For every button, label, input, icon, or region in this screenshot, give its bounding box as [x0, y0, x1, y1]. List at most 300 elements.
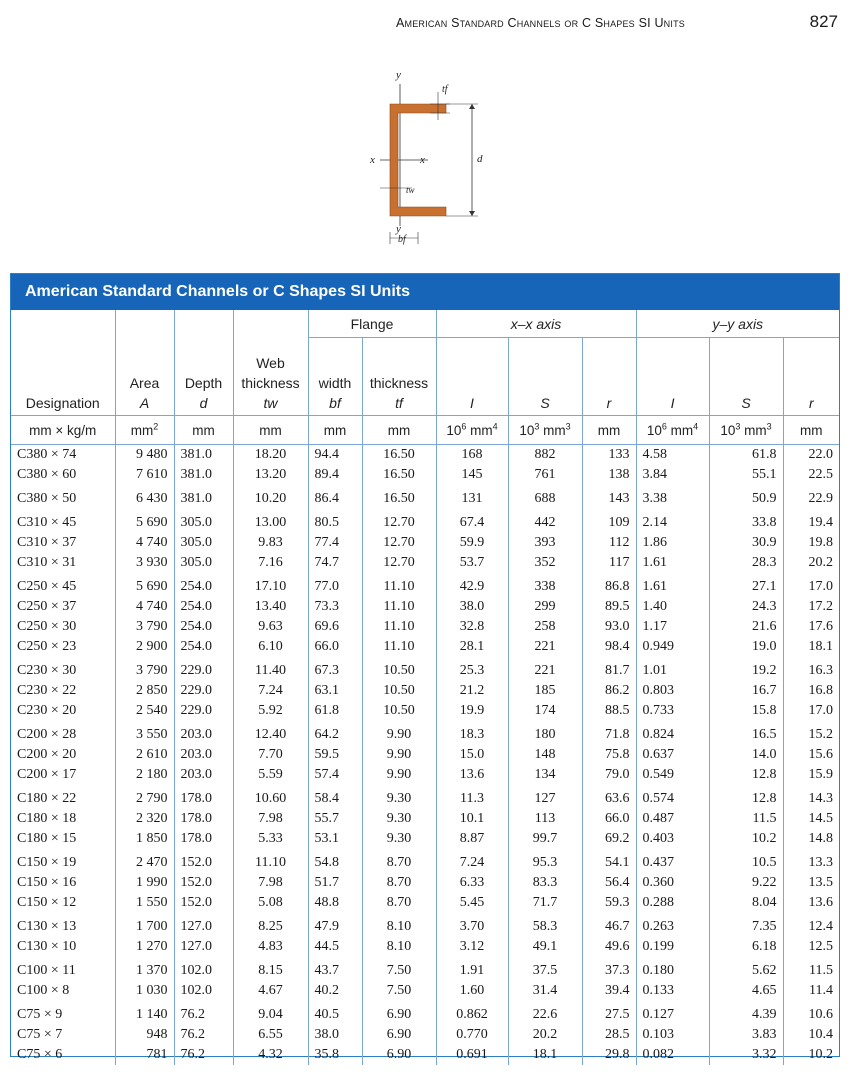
cell: 77.0: [308, 573, 362, 597]
cell: 31.4: [508, 981, 582, 1001]
cell: 14.3: [808, 791, 834, 806]
cell: C150 × 12: [11, 893, 115, 913]
cell: 48.8: [308, 893, 362, 913]
cell: 10.2: [808, 1047, 834, 1062]
cell: C180 × 15: [11, 829, 115, 849]
cell: C380 × 74: [11, 445, 115, 466]
cell: C250 × 45: [11, 573, 115, 597]
cell: 75.8: [582, 745, 636, 765]
cell: 9 480: [115, 445, 174, 466]
cell: 9.63: [233, 617, 308, 637]
unit-7: $10^3$ $mm^3$: [508, 416, 582, 445]
cell: 49.1: [508, 937, 582, 957]
cell: 8.70: [362, 893, 436, 913]
cell: 0.824: [636, 721, 709, 745]
cell: 8.70: [362, 849, 436, 873]
cell: 86.8: [582, 573, 636, 597]
cell: 18.20: [233, 445, 308, 466]
cell: 30.9: [709, 533, 783, 553]
cell: 8.04: [709, 893, 783, 913]
cell: 54.1: [582, 849, 636, 873]
cell: C130 × 10: [11, 937, 115, 957]
th-flange-width: width bf: [308, 338, 362, 416]
cell: 3.32: [709, 1045, 783, 1065]
cell: 16.50: [362, 485, 436, 509]
cell: 43.7: [308, 957, 362, 981]
cell: 10.20: [233, 485, 308, 509]
cell: 9.90: [362, 745, 436, 765]
cell: C180 × 18: [11, 809, 115, 829]
cell: 10.50: [362, 657, 436, 681]
table-row: [11, 1001, 839, 1025]
table-row: [11, 849, 839, 873]
cell: 10.4: [808, 1027, 834, 1042]
cell: 3.70: [436, 913, 508, 937]
th-depth: Depth d: [174, 310, 233, 416]
cell: 15.9: [808, 767, 834, 782]
cell: 17.2: [808, 599, 834, 614]
cell: 2 900: [115, 637, 174, 657]
cell: 11.10: [362, 597, 436, 617]
cell: 16.50: [362, 445, 436, 466]
cell: 1 140: [115, 1001, 174, 1025]
cell: 0.403: [636, 829, 709, 849]
cell: 71.7: [508, 893, 582, 913]
cell: 112: [582, 533, 636, 553]
cell: C200 × 28: [11, 721, 115, 745]
cell: 37.3: [582, 957, 636, 981]
cell: 27.5: [582, 1001, 636, 1025]
cell: 3.83: [709, 1025, 783, 1045]
cell: 3 790: [115, 657, 174, 681]
cell: 9.30: [362, 829, 436, 849]
table-body: [11, 445, 839, 1066]
cell: 4.39: [709, 1001, 783, 1025]
cell: 3 550: [115, 721, 174, 745]
cell: 89.4: [308, 465, 362, 485]
cell: 7.98: [233, 873, 308, 893]
cell: 6.10: [233, 637, 308, 657]
cell: 38.0: [308, 1025, 362, 1045]
cell: 71.8: [582, 721, 636, 745]
cell: 442: [508, 509, 582, 533]
cell: C75 × 6: [11, 1045, 115, 1065]
page-header: [0, 12, 852, 36]
cell: 69.6: [308, 617, 362, 637]
cell: 9.22: [709, 873, 783, 893]
cell: 5 690: [115, 573, 174, 597]
th-xx-s: S: [508, 338, 582, 416]
cell: 74.7: [308, 553, 362, 573]
cell: C75 × 7: [11, 1025, 115, 1045]
cell: 20.2: [508, 1025, 582, 1045]
cell: 13.5: [808, 875, 834, 890]
cell: 0.803: [636, 681, 709, 701]
cell: 148: [508, 745, 582, 765]
cell: 180: [508, 721, 582, 745]
th-xx-axis-group: x–x axis: [436, 310, 636, 338]
cell: 0.199: [636, 937, 709, 957]
th-xx-i: I: [436, 338, 508, 416]
th-designation-group: [11, 310, 115, 416]
cell: 86.4: [308, 485, 362, 509]
cell: 40.2: [308, 981, 362, 1001]
cell: 55.1: [709, 465, 783, 485]
cell: C180 × 22: [11, 785, 115, 809]
cell: 102.0: [174, 957, 233, 981]
cell: 0.288: [636, 893, 709, 913]
cell: 133: [582, 445, 636, 466]
cell: 1 270: [115, 937, 174, 957]
cell: 16.7: [709, 681, 783, 701]
cell: 1.61: [636, 553, 709, 573]
cell: 6.55: [233, 1025, 308, 1045]
cell: 66.0: [582, 809, 636, 829]
cell: 948: [115, 1025, 174, 1045]
th-yy-r: r: [783, 338, 839, 416]
cell: 174: [508, 701, 582, 721]
cell: 2 540: [115, 701, 174, 721]
cell: 13.6: [808, 895, 834, 910]
cell: 58.3: [508, 913, 582, 937]
cell: 9.90: [362, 765, 436, 785]
cell: 5.33: [233, 829, 308, 849]
cell: 18.1: [808, 639, 834, 654]
cell: 24.3: [709, 597, 783, 617]
cell: 7 610: [115, 465, 174, 485]
cell: 254.0: [174, 617, 233, 637]
cell: 1 030: [115, 981, 174, 1001]
cell: 9.04: [233, 1001, 308, 1025]
cell: C200 × 20: [11, 745, 115, 765]
cell: 2 470: [115, 849, 174, 873]
cell: 8.25: [233, 913, 308, 937]
cell: 178.0: [174, 785, 233, 809]
cell: 67.4: [436, 509, 508, 533]
cell: 2 320: [115, 809, 174, 829]
cell: 98.4: [582, 637, 636, 657]
cell: 10.50: [362, 701, 436, 721]
cell: 1.40: [636, 597, 709, 617]
cell: 15.0: [436, 745, 508, 765]
cell: C250 × 30: [11, 617, 115, 637]
cell: 0.487: [636, 809, 709, 829]
cell: 8.87: [436, 829, 508, 849]
cell: 221: [508, 637, 582, 657]
cell: 61.8: [709, 445, 783, 466]
cell: C310 × 37: [11, 533, 115, 553]
label-y-bottom: y: [396, 223, 401, 235]
cell: 229.0: [174, 681, 233, 701]
cell: 38.0: [436, 597, 508, 617]
cell: 14.0: [709, 745, 783, 765]
cell: 0.103: [636, 1025, 709, 1045]
cell: 11.3: [436, 785, 508, 809]
cell: 77.4: [308, 533, 362, 553]
cell: C100 × 11: [11, 957, 115, 981]
cell: 6.90: [362, 1025, 436, 1045]
cell: 0.133: [636, 981, 709, 1001]
cell: 0.549: [636, 765, 709, 785]
cell: 11.5: [809, 963, 834, 978]
cell: 53.1: [308, 829, 362, 849]
cell: 305.0: [174, 533, 233, 553]
cell: C230 × 30: [11, 657, 115, 681]
cell: 0.862: [436, 1001, 508, 1025]
cell: 28.1: [436, 637, 508, 657]
th-yy-s: S: [709, 338, 783, 416]
cell: 15.2: [808, 727, 834, 742]
cell: 39.4: [582, 981, 636, 1001]
table-row: [11, 785, 839, 809]
cell: 58.4: [308, 785, 362, 809]
cell: 28.5: [582, 1025, 636, 1045]
cell: 6 430: [115, 485, 174, 509]
cell: C310 × 45: [11, 509, 115, 533]
cell: 381.0: [174, 465, 233, 485]
cell: C310 × 31: [11, 553, 115, 573]
cell: 59.9: [436, 533, 508, 553]
cell: 3.12: [436, 937, 508, 957]
cell: 9.90: [362, 721, 436, 745]
cell: 83.3: [508, 873, 582, 893]
cell: 10.2: [709, 829, 783, 849]
cell: 46.7: [582, 913, 636, 937]
label-y-top: y: [396, 69, 401, 81]
cell: 11.10: [233, 849, 308, 873]
cell: 0.127: [636, 1001, 709, 1025]
cell: 7.98: [233, 809, 308, 829]
cell: 2 790: [115, 785, 174, 809]
cell: C150 × 19: [11, 849, 115, 873]
cell: 16.50: [362, 465, 436, 485]
cell: 94.4: [308, 445, 362, 466]
cell: 81.7: [582, 657, 636, 681]
cell: 0.733: [636, 701, 709, 721]
cell: 42.9: [436, 573, 508, 597]
cell: 127.0: [174, 937, 233, 957]
cell: 254.0: [174, 637, 233, 657]
cell: 3.84: [636, 465, 709, 485]
cell: 117: [582, 553, 636, 573]
cell: 17.6: [808, 619, 834, 634]
table-row: [11, 981, 839, 1001]
cell: 761: [508, 465, 582, 485]
cell: 1.86: [636, 533, 709, 553]
th-xx-r: r: [582, 338, 636, 416]
unit-3: mm: [233, 416, 308, 445]
cell: 59.3: [582, 893, 636, 913]
unit-8: mm: [582, 416, 636, 445]
cell: 12.8: [709, 785, 783, 809]
cell: 76.2: [174, 1001, 233, 1025]
label-tf: tf: [442, 84, 448, 95]
cell: 35.8: [308, 1045, 362, 1065]
table-row: [11, 765, 839, 785]
cell: C100 × 8: [11, 981, 115, 1001]
table-row: [11, 637, 839, 657]
cell: 2 610: [115, 745, 174, 765]
table-row: [11, 745, 839, 765]
cell: 11.10: [362, 637, 436, 657]
cell: 27.1: [709, 573, 783, 597]
table-row: [11, 873, 839, 893]
cell: 168: [436, 445, 508, 466]
channel-diagram: [360, 66, 520, 256]
cell: 882: [508, 445, 582, 466]
cell: 12.8: [709, 765, 783, 785]
cell: 7.16: [233, 553, 308, 573]
cell: 10.6: [808, 1007, 834, 1022]
cell: 99.7: [508, 829, 582, 849]
label-d: d: [477, 153, 483, 165]
cell: 11.5: [709, 809, 783, 829]
cell: 152.0: [174, 893, 233, 913]
cell: 76.2: [174, 1025, 233, 1045]
th-flange-thickness: thickness tf: [362, 338, 436, 416]
cell: 16.8: [808, 683, 834, 698]
cell: 221: [508, 657, 582, 681]
table-row: [11, 681, 839, 701]
cell: 0.263: [636, 913, 709, 937]
table-row: [11, 533, 839, 553]
cell: 19.2: [709, 657, 783, 681]
cell: 1 550: [115, 893, 174, 913]
cell: 1.91: [436, 957, 508, 981]
cell: 88.5: [582, 701, 636, 721]
cell: 21.6: [709, 617, 783, 637]
cell: 57.4: [308, 765, 362, 785]
cell: 1.01: [636, 657, 709, 681]
cell: 13.6: [436, 765, 508, 785]
table-row: [11, 445, 839, 466]
cell: 134: [508, 765, 582, 785]
cell: 3 790: [115, 617, 174, 637]
table-row: [11, 829, 839, 849]
cell: 33.8: [709, 509, 783, 533]
cell: 22.5: [808, 467, 834, 482]
cell: 66.0: [308, 637, 362, 657]
cell: 76.2: [174, 1045, 233, 1065]
cell: 5.45: [436, 893, 508, 913]
cell: 67.3: [308, 657, 362, 681]
cell: 299: [508, 597, 582, 617]
cell: 63.1: [308, 681, 362, 701]
cell: 19.0: [709, 637, 783, 657]
table-row: [11, 957, 839, 981]
cell: C230 × 22: [11, 681, 115, 701]
cell: 0.082: [636, 1045, 709, 1065]
cell: 32.8: [436, 617, 508, 637]
cell: 14.5: [808, 811, 834, 826]
cell: 9.30: [362, 785, 436, 809]
cell: 1.61: [636, 573, 709, 597]
cell: 16.5: [709, 721, 783, 745]
cell: 4 740: [115, 597, 174, 617]
cell: 1 990: [115, 873, 174, 893]
table-row: [11, 553, 839, 573]
cell: 102.0: [174, 981, 233, 1001]
cell: 14.8: [808, 831, 834, 846]
cell: 12.70: [362, 533, 436, 553]
cell: 381.0: [174, 485, 233, 509]
table-row: [11, 573, 839, 597]
cell: 4.58: [636, 445, 709, 466]
cell: 305.0: [174, 509, 233, 533]
cell: 6.90: [362, 1001, 436, 1025]
cell: 61.8: [308, 701, 362, 721]
cell: 69.2: [582, 829, 636, 849]
cell: 5.08: [233, 893, 308, 913]
cell: 55.7: [308, 809, 362, 829]
label-x-left: x: [370, 154, 375, 166]
cell: 10.5: [709, 849, 783, 873]
cell: 4.83: [233, 937, 308, 957]
units-row: [11, 416, 839, 445]
cell: 4.65: [709, 981, 783, 1001]
cell: 64.2: [308, 721, 362, 745]
cell: 0.949: [636, 637, 709, 657]
cell: 4.67: [233, 981, 308, 1001]
running-head: American Standard Channels or C Shapes SI Units: [396, 16, 685, 30]
cell: 178.0: [174, 809, 233, 829]
cell: 13.40: [233, 597, 308, 617]
cell: 338: [508, 573, 582, 597]
cell: 7.70: [233, 745, 308, 765]
cell: 22.9: [808, 491, 834, 506]
cell: 93.0: [582, 617, 636, 637]
cell: 8.15: [233, 957, 308, 981]
cell: 229.0: [174, 701, 233, 721]
table-row: [11, 509, 839, 533]
cell: 9.83: [233, 533, 308, 553]
cell: C150 × 16: [11, 873, 115, 893]
cell: 1.17: [636, 617, 709, 637]
cell: 109: [582, 509, 636, 533]
cell: 17.10: [233, 573, 308, 597]
cell: 11.40: [233, 657, 308, 681]
cell: 56.4: [582, 873, 636, 893]
cell: 203.0: [174, 745, 233, 765]
cell: 8.10: [362, 913, 436, 937]
cell: 13.3: [808, 855, 834, 870]
cell: C250 × 37: [11, 597, 115, 617]
cell: C230 × 20: [11, 701, 115, 721]
cell: 1 850: [115, 829, 174, 849]
cell: 12.70: [362, 553, 436, 573]
cell: 7.50: [362, 981, 436, 1001]
cell: C380 × 60: [11, 465, 115, 485]
cell: 22.6: [508, 1001, 582, 1025]
table-row: [11, 657, 839, 681]
th-designation: Designation: [25, 395, 100, 411]
th-flange-group: Flange: [308, 310, 436, 338]
label-bf: bf: [398, 234, 406, 245]
cell: C130 × 13: [11, 913, 115, 937]
cell: 28.3: [709, 553, 783, 573]
cell: 89.5: [582, 597, 636, 617]
cell: 8.10: [362, 937, 436, 957]
cell: 11.10: [362, 573, 436, 597]
cell: 203.0: [174, 721, 233, 745]
cell: 781: [115, 1045, 174, 1065]
cell: 254.0: [174, 597, 233, 617]
cell: 229.0: [174, 657, 233, 681]
th-area: Area A: [115, 310, 174, 416]
cell: 9.30: [362, 809, 436, 829]
cell: 50.9: [709, 485, 783, 509]
table-row: [11, 937, 839, 957]
